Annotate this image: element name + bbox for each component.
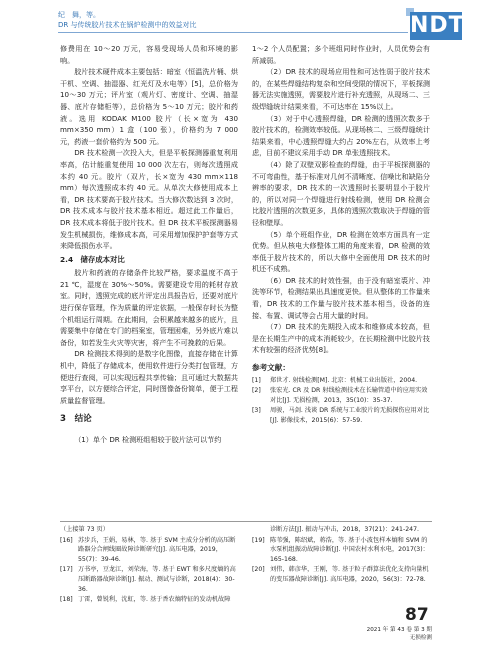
reference-number: [1] bbox=[252, 376, 261, 384]
page-header bbox=[0, 0, 480, 40]
paragraph: 1～2 个人员配置；多个班组同时作业时，人员优势会有所减弱。 bbox=[252, 44, 430, 65]
paragraph: 修费用在 10～20 万元，容易受现场人员和环境的影响。 bbox=[60, 44, 238, 65]
reference-number: [17] bbox=[60, 566, 73, 574]
page-footer bbox=[340, 626, 432, 642]
reference-text: 郑世才. 射线检测[M]. 北京：机械工业出版社，2004. bbox=[270, 376, 418, 384]
reference-item bbox=[252, 406, 430, 425]
paragraph: （5）单个班组作业，DR 检测在效率方面具有一定优势。但从核电大修整体工期的角度来看，DR 检测的效率低于胶片技术的，所以大修中全面使用 DR 技术的时机还不成熟。 bbox=[252, 229, 430, 274]
section-heading: 2.4 储存成本对比 bbox=[60, 254, 125, 264]
reference-item bbox=[252, 525, 430, 535]
references-heading: 参考文献： bbox=[252, 363, 290, 373]
reference-number: [19] bbox=[252, 536, 265, 544]
continued-references-right bbox=[252, 525, 430, 586]
reference-text: 刘伟，韩彦华，王刚，等. 基于粒子群算法优化支持向量机的变压器故障诊断[J]. 高压电器，2020，56(3)：72-78. bbox=[270, 566, 429, 583]
reference-number: [18] bbox=[60, 596, 73, 604]
issue-info: 2021 年 第 43 卷 第 3 期 bbox=[366, 627, 432, 633]
journal-logo: NDT bbox=[410, 13, 465, 38]
reference-text: 苏步兵，王娟，易林，等. 基于 SVM 主成分分析的高压断路器分合闸线圈故障诊断研究[J]. 高压电器，2019，55(7)：39-46. bbox=[78, 536, 236, 563]
reference-item bbox=[60, 536, 238, 565]
page-number: 87 bbox=[405, 605, 429, 625]
paragraph: （7）DR 技术的先期投入成本和维修成本较高，但是在长期生产中的成本消耗较少，在长期检测中比胶片技术有较强的经济优势[8]。 bbox=[252, 322, 430, 355]
journal-name: 无损检测 bbox=[409, 635, 432, 641]
reference-number: [3] bbox=[252, 407, 261, 415]
reference-item bbox=[60, 595, 238, 605]
right-column bbox=[252, 43, 430, 427]
paragraph: 胶片和药液的存储条件比较严格，要求温度不高于 21 ℃，湿度在 30%～50%。需要建设专用的耗材存放室。同时，透照完成的底片评定出具报告后，还要对底片进行保存管理，作为质量的评定依据，一般保存时长为整个机组运行周期。在此期间，会积累越来越多的底片，且需要集中存储在专门的档案室，管理困难，另外底片难以备份，如若发生火灾等灾害，将产生不可挽救的后果。 bbox=[60, 268, 238, 347]
reference-item bbox=[252, 376, 430, 386]
left-column bbox=[60, 43, 238, 446]
reference-number: [20] bbox=[252, 566, 265, 574]
paragraph: 胶片技术硬件成本主要包括：暗室（恒温洗片桶、烘干机、空调、抽湿器、红光灯及水电等）[5]，总价格为 10～30 万元；评片室（观片灯、密度计、空调、抽湿器、底片存储柜等），总价格为 5～10 万元；胶片和药液。选用 KODAK M100 胶片（长×宽为 430 mm×350 mm）1 盒（100 张），价格约为 7 000 元，药液一套价格约为 500 元。 bbox=[60, 67, 238, 146]
continued-note: （上接第 73 页） bbox=[60, 526, 109, 533]
paragraph: （6）DR 技术的时效性强，由于没有暗室裘片、冲洗等环节，检测结果出具速度更快。但从整体的工作量来看，DR 技术的工作量与胶片技术基本相当，设备的连接、布置、调试等会占用大量的时间。 bbox=[252, 275, 430, 320]
section-heading: 3 结论 bbox=[60, 414, 92, 425]
reference-item bbox=[252, 536, 430, 565]
header-text bbox=[58, 10, 196, 30]
reference-number: [2] bbox=[252, 387, 261, 395]
reference-text: 丁雷，曾锐利，沈虹，等. 基于香农熵特征的发动机故障 bbox=[78, 596, 231, 604]
reference-text: 诊断方法[J]. 振动与冲击，2018，37(21)：241-247. bbox=[270, 526, 419, 533]
header-divider bbox=[58, 32, 408, 33]
reference-text: 张宏光. CR 及 DR 射线检测技术在长输管道中的应用实效对比[J]. 无损检测，2013，35(10)：35-37. bbox=[270, 387, 428, 404]
paragraph: （3）对于中心透照焊缝，DR 检测的透照次数多于胶片技术的，检测效率较低。从现场核二、三级焊缝统计结果来看，中心透照焊缝大约占 20%左右，从效率上考虑，目前不建议采用手动 DR 单张透照技术。 bbox=[252, 113, 430, 158]
reference-text: 周骏，马剑. 浅谈 DR 系统与工业胶片的无损探伤应用对比[J]. 影像技术，2015(6)：57-59. bbox=[270, 407, 430, 424]
reference-text: 万书亭，豆龙江，刘荣海，等. 基于 EWT 和多尺度熵的高压断路器故障诊断[J]. 振动、测试与诊断，2018(4)：30-36. bbox=[78, 566, 236, 593]
paragraph: DR 检测技术得到的是数字化图像，直接存储在计算机中，降低了存储成本，使用软件进行分类打包管理，方便进行查阅，可以实现远程共享传输；且可通过大数据共享平台，以方便综合评定，同时图像备份简单，便于工程质量监督管理。 bbox=[60, 349, 238, 405]
header-subtitle: DR 与传统胶片技术在锅炉检测中的效益对比 bbox=[58, 21, 197, 29]
paragraph: （4）除了双壁双影检查的焊缝，由于平板探测器的不可弯曲性，基于标准对几何不清晰度、信噪比和缺陷分辨率的要求，DR 技术的一次透照时长要明显小于胶片的，所以对同一个焊缝进行射线检测，使用 DR 检测会比胶片透照的次数更多，具体的透照次数取决于焊缝的管径和壁厚。 bbox=[252, 159, 430, 227]
paragraph: （1）单个 DR 检测班组相较于胶片法可以节约 bbox=[74, 435, 222, 444]
reference-number bbox=[252, 525, 270, 535]
reference-number: [16] bbox=[60, 536, 73, 544]
header-authors: 纪 舞，等。 bbox=[58, 11, 100, 19]
reference-item bbox=[252, 386, 430, 405]
footnote-divider bbox=[60, 521, 432, 522]
paragraph: DR 技术检测一次投入大，但是平板探测器重复利用率高，估计能重复使用 10 000 次左右，则每次透照成本约 40 元。胶片（双片，长×宽为 430 mm×118 mm）每次透照成本约 40 元。从单次大修使用成本上看，DR 技术要高于胶片技术。当大修次数达到 3 次时，DR 技术成本与胶片技术基本相近。超过此工作量后，DR 技术成本将低于胶片技术。但 DR 技术平板探测器易发生机械损伤，维修成本高，可采用增加保护护套等方式来降低损伤水平。 bbox=[60, 148, 238, 251]
reference-text: 陈苇强，陈绍斌，蒋浩，等. 基于小波包样本熵和 SVM 的水泵机组振动故障诊断[J]. 中国农村水利水电，2017(3)：165-168. bbox=[270, 536, 429, 563]
reference-item bbox=[252, 565, 430, 584]
paragraph: （2）DR 技术的现场应用性和可达性弱于胶片技术的，在某些焊缝结构复杂和空间受限的情况下，平板探测器无法实施透照，需要胶片进行补充透照，从现场二、三级焊缝统计结果来看，不可达率在 15%以上。 bbox=[252, 67, 430, 111]
continued-references-left bbox=[60, 525, 238, 606]
reference-item bbox=[60, 565, 238, 594]
